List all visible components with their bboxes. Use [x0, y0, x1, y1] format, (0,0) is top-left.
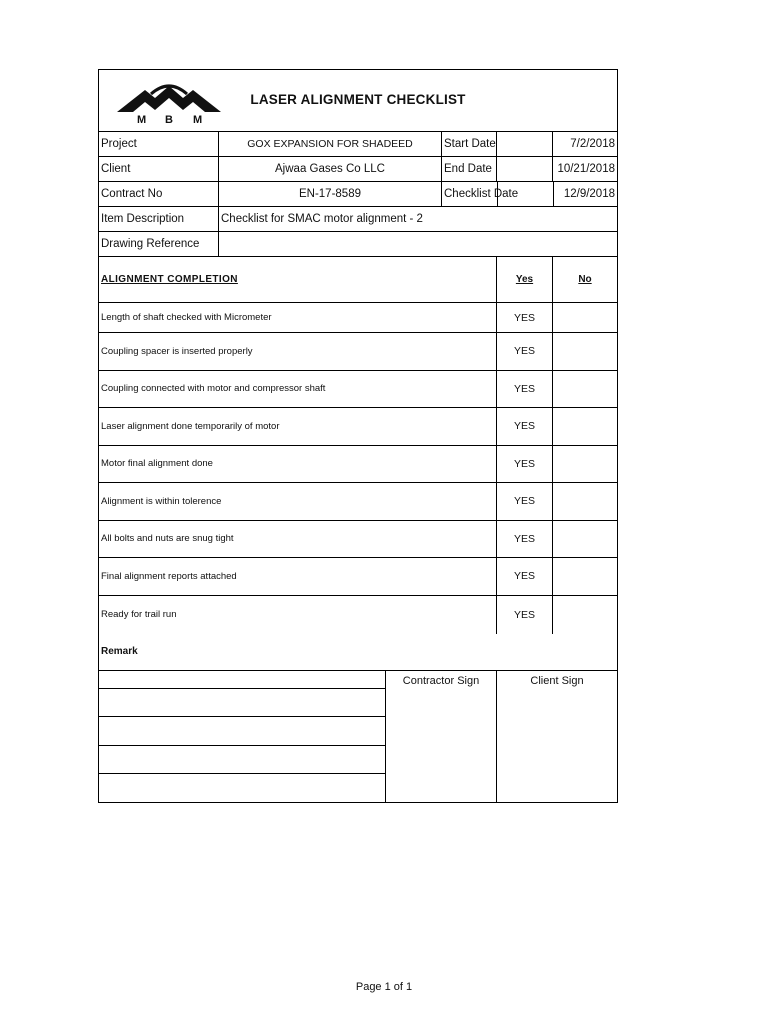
section-header-row — [99, 257, 617, 303]
checklist-item-yes: YES — [497, 446, 553, 483]
checklist-item-no — [553, 483, 617, 520]
checklist-item-yes: YES — [497, 596, 553, 634]
checklist-row — [99, 371, 617, 409]
checklist-date-label: Checklist Date — [444, 188, 519, 200]
client-sign-label: Client Sign — [530, 674, 584, 687]
header-row — [99, 70, 617, 132]
checklist-item-label: Laser alignment done temporarily of motor — [99, 408, 497, 445]
contract-row — [99, 182, 617, 207]
drawing-reference-value — [219, 232, 617, 256]
page-footer: Page 1 of 1 — [355, 981, 413, 993]
checklist-item-label: Ready for trail run — [99, 596, 497, 634]
client-value: Ajwaa Gases Co LLC — [219, 157, 442, 181]
start-date-spacer — [497, 132, 553, 156]
contract-value: EN-17-8589 — [219, 182, 442, 206]
checklist-row — [99, 521, 617, 559]
drawing-reference-row — [99, 232, 617, 257]
checklist-item-yes: YES — [497, 408, 553, 445]
contract-label: Contract No — [99, 182, 219, 206]
checklist-item-yes: YES — [497, 483, 553, 520]
signature-area — [99, 671, 617, 802]
remark-line — [99, 774, 385, 802]
item-description-label: Item Description — [99, 207, 219, 231]
checklist-item-no — [553, 303, 617, 332]
document-title: LASER ALIGNMENT CHECKLIST — [250, 92, 466, 107]
logo-letter-b: B — [165, 114, 173, 124]
end-date-label: End Date — [442, 157, 497, 181]
section-heading-text: ALIGNMENT COMPLETION — [101, 274, 238, 285]
checklist-item-no — [553, 371, 617, 408]
checklist-item-yes: YES — [497, 371, 553, 408]
section-heading — [99, 257, 497, 302]
checklist-row — [99, 483, 617, 521]
checklist-sheet — [98, 69, 618, 803]
checklist-item-label: Final alignment reports attached — [99, 558, 497, 595]
yes-header — [497, 257, 553, 302]
checklist-item-label: Length of shaft checked with Micrometer — [99, 303, 497, 332]
checklist-row — [99, 408, 617, 446]
remark-line — [99, 689, 385, 718]
no-header-text: No — [578, 274, 592, 285]
client-row — [99, 157, 617, 182]
contractor-sign-label: Contractor Sign — [402, 674, 480, 687]
checklist-item-label: All bolts and nuts are snug tight — [99, 521, 497, 558]
checklist-row — [99, 558, 617, 596]
checklist-row — [99, 596, 617, 634]
project-label: Project — [99, 132, 219, 156]
start-date-value: 7/2/2018 — [570, 138, 615, 150]
item-description-row — [99, 207, 617, 232]
checklist-date-value: 12/9/2018 — [553, 182, 617, 206]
checklist-item-label: Coupling spacer is inserted properly — [99, 333, 497, 370]
remark-line — [99, 671, 385, 689]
remark-label: Remark — [101, 646, 138, 657]
logo-letter-m1: M — [137, 114, 147, 124]
remark-line — [99, 746, 385, 775]
checklist-item-no — [553, 408, 617, 445]
item-description-value: Checklist for SMAC motor alignment - 2 — [221, 213, 423, 225]
end-date-value: 10/21/2018 — [557, 163, 615, 175]
checklist-item-yes: YES — [497, 521, 553, 558]
checklist-item-no — [553, 333, 617, 370]
project-row — [99, 132, 617, 157]
client-label: Client — [99, 157, 219, 181]
checklist-item-label: Coupling connected with motor and compressor shaft — [99, 371, 497, 408]
checklist-item-no — [553, 596, 617, 634]
checklist-item-label: Alignment is within tolerence — [99, 483, 497, 520]
checklist-item-no — [553, 558, 617, 595]
checklist-item-yes: YES — [497, 558, 553, 595]
contractor-sign-box — [386, 671, 497, 802]
end-date-spacer — [497, 157, 553, 181]
checklist-row — [99, 303, 617, 333]
drawing-reference-label: Drawing Reference — [99, 232, 219, 256]
checklist-item-label: Motor final alignment done — [99, 446, 497, 483]
remark-lines — [99, 671, 386, 802]
logo-letter-m2: M — [193, 114, 203, 124]
client-sign-box — [497, 671, 617, 802]
remark-line — [99, 717, 385, 746]
project-value: GOX EXPANSION FOR SHADEED — [219, 132, 442, 156]
yes-header-text: Yes — [515, 274, 534, 285]
remark-row — [99, 634, 617, 671]
no-header — [553, 257, 617, 302]
checklist-item-no — [553, 521, 617, 558]
checklist-row — [99, 333, 617, 371]
start-date-label: Start Date — [442, 132, 497, 156]
checklist-date-block — [442, 182, 553, 206]
checklist-row — [99, 446, 617, 484]
checklist-item-yes: YES — [497, 303, 553, 332]
checklist-item-no — [553, 446, 617, 483]
checklist-item-yes: YES — [497, 333, 553, 370]
checklist-items — [99, 303, 617, 634]
